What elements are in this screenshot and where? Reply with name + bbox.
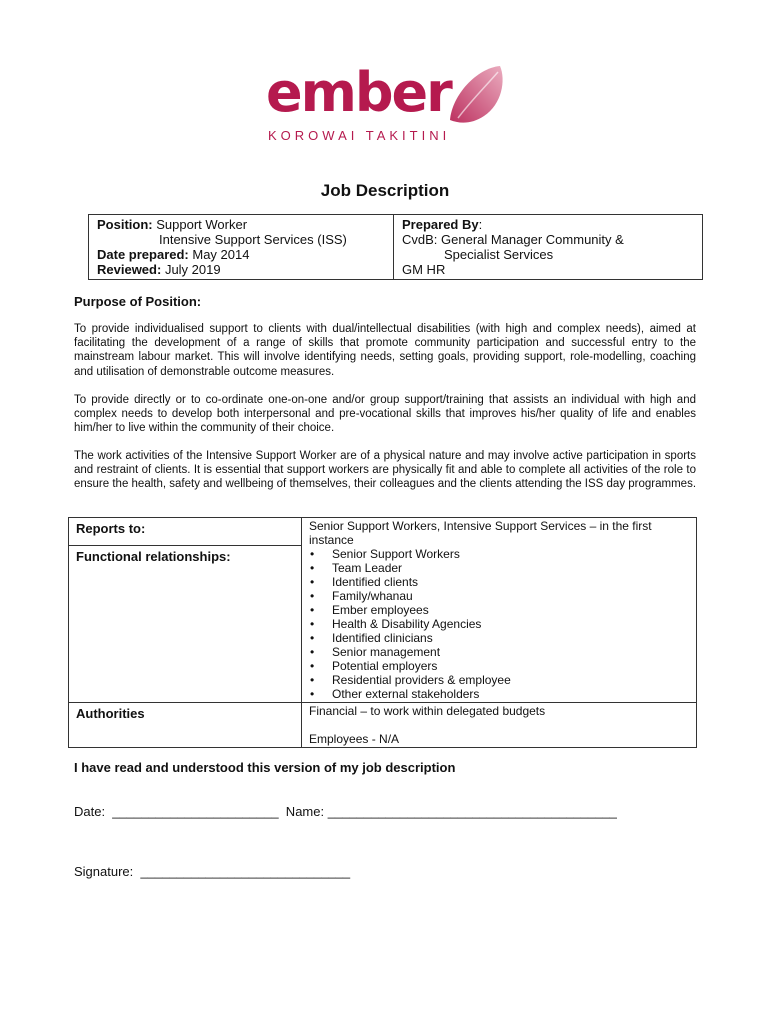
prepared-line3: GM HR <box>402 262 446 277</box>
authorities-cell <box>302 703 697 748</box>
header-table <box>88 214 703 280</box>
list-item: • Residential providers & employee <box>332 673 689 687</box>
logo-tagline: KOROWAI TAKITINI <box>268 128 451 143</box>
reports-functional-cell <box>302 518 697 703</box>
signature-line: Signature: _____________________________ <box>74 864 351 879</box>
purpose-paragraph-2: To provide directly or to co-ordinate one-on-one and/or group support/training that assists an individual with high and complex needs to develop both interpersonal and pre-vocational skills that improves his/her quality of life and enables him/her to live within the community of their choice. <box>74 394 696 435</box>
list-item: • Ember employees <box>332 603 689 617</box>
date-value: May 2014 <box>192 247 250 262</box>
reports-label: Reports to: <box>69 518 302 546</box>
position-cell <box>89 215 394 280</box>
purpose-heading: Purpose of Position: <box>74 294 202 309</box>
relationships-table <box>68 517 697 748</box>
purpose-paragraph-3: The work activities of the Intensive Support Worker are of a physical nature and may involve active participation in sports and restraint of clients. It is essential that support workers are physically fit and able to complete all activities of the role to ensure the health, safety and wellbeing of themselves, their colleagues and the clients attending the ISS day programmes. <box>74 450 697 491</box>
prepared-line1: CvdB: General Manager Community & <box>402 232 624 247</box>
functional-label: Functional relationships: <box>69 546 302 703</box>
reviewed-label: Reviewed: <box>97 262 162 277</box>
prepared-line2: Specialist Services <box>444 247 554 262</box>
position-label: Position: <box>97 217 153 232</box>
prepared-label: Prepared By <box>402 217 479 232</box>
authorities-label: Authorities <box>69 703 302 748</box>
list-item: • Identified clients <box>332 575 689 589</box>
list-item: • Team Leader <box>332 561 689 575</box>
position-value: Support Worker <box>156 217 248 232</box>
purpose-paragraph-1: To provide individualised support to clients with dual/intellectual disabilities (with high and complex needs), aimed at facilitating the development of a range of skills that promote community participation and successful entry to the mainstream labour market. This will involve identifying needs, setting goals, providing support, role-modelling, coaching and utilisation of demonstrable outcome measures. <box>74 323 696 378</box>
list-item: • Senior management <box>332 645 689 659</box>
position-sub: Intensive Support Services (ISS) <box>159 232 347 247</box>
page-title: Job Description <box>320 181 450 200</box>
list-item: • Potential employers <box>332 659 689 673</box>
prepared-cell <box>394 215 703 280</box>
functional-list <box>309 547 689 701</box>
list-item: • Health & Disability Agencies <box>332 617 689 631</box>
reports-value: Senior Support Workers, Intensive Support Services – in the first instance <box>309 519 652 547</box>
list-item: • Identified clinicians <box>332 631 689 645</box>
logo-wordmark: ember <box>266 61 451 124</box>
date-label: Date prepared: <box>97 247 189 262</box>
acknowledgement-text: I have read and understood this version of my job description <box>74 760 456 775</box>
date-name-line: Date: _______________________ Name: ________________________________________ <box>74 804 617 819</box>
list-item: • Other external stakeholders <box>332 687 689 701</box>
reviewed-value: July 2019 <box>164 262 221 277</box>
authorities-employees: Employees - N/A <box>309 732 400 746</box>
authorities-financial: Financial – to work within delegated budgets <box>309 704 546 718</box>
list-item: • Family/whanau <box>332 589 689 603</box>
list-item: • Senior Support Workers <box>332 547 689 561</box>
ember-logo <box>262 60 512 150</box>
prepared-colon: : <box>478 217 483 232</box>
